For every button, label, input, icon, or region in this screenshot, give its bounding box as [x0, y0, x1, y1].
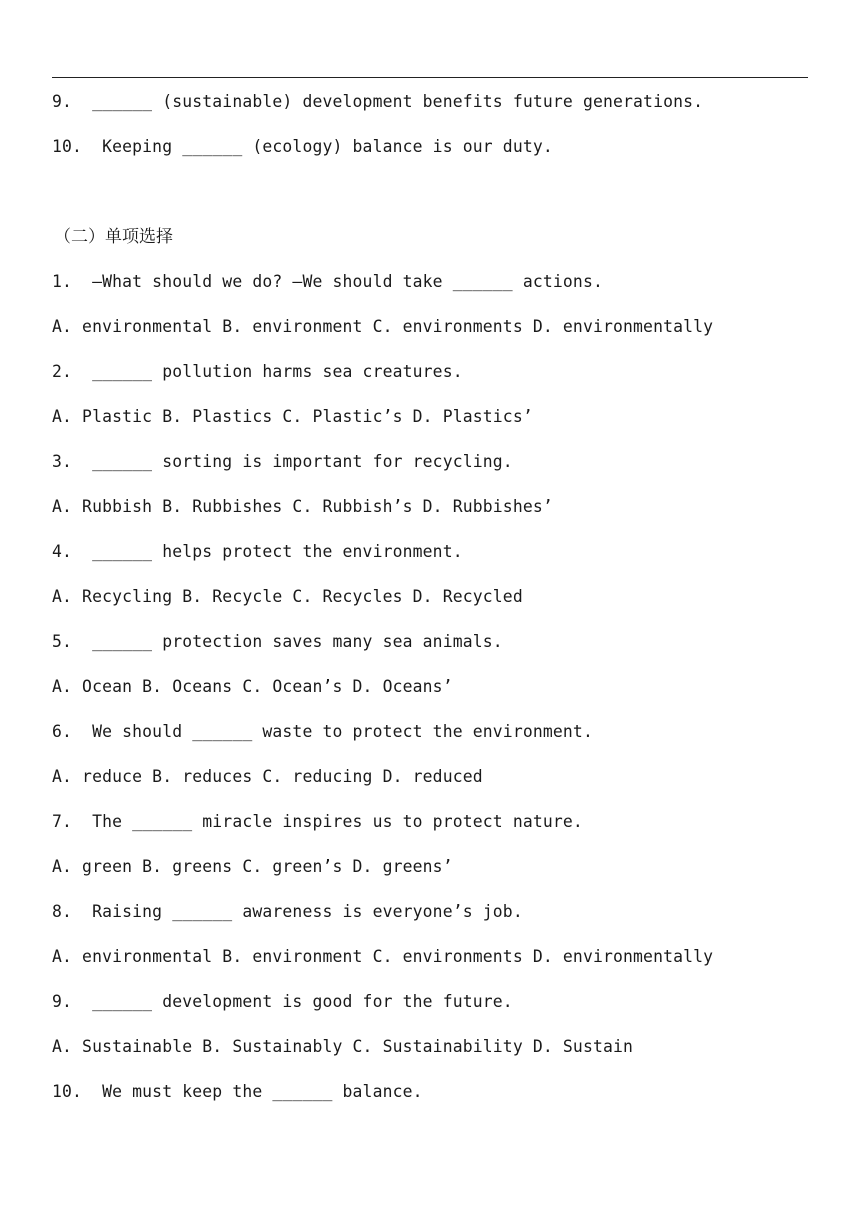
- mc-options-2: A. Plastic B. Plastics C. Plastic’s D. Plastics’: [52, 407, 533, 426]
- mc-question-9: 9. ______ development is good for the future.: [52, 992, 513, 1011]
- fill-blank-item-9: 9. ______ (sustainable) development benefits future generations.: [52, 92, 704, 111]
- mc-question-7: 7. The ______ miracle inspires us to protect nature.: [52, 812, 583, 831]
- mc-options-4: A. Recycling B. Recycle C. Recycles D. Recycled: [52, 587, 523, 606]
- mc-options-9: A. Sustainable B. Sustainably C. Sustainability D. Sustain: [52, 1037, 634, 1056]
- mc-question-5: 5. ______ protection saves many sea animals.: [52, 632, 503, 651]
- mc-question-4: 4. ______ helps protect the environment.: [52, 542, 463, 561]
- mc-options-1: A. environmental B. environment C. environments D. environmentally: [52, 317, 714, 336]
- mc-options-7: A. green B. greens C. green’s D. greens’: [52, 857, 453, 876]
- mc-question-6: 6. We should ______ waste to protect the environment.: [52, 722, 593, 741]
- mc-question-3: 3. ______ sorting is important for recycling.: [52, 452, 513, 471]
- mc-options-6: A. reduce B. reduces C. reducing D. reduced: [52, 767, 483, 786]
- mc-question-8: 8. Raising ______ awareness is everyone’s job.: [52, 902, 523, 921]
- section-title: （二）单项选择: [54, 227, 173, 247]
- mc-options-8: A. environmental B. environment C. environments D. environmentally: [52, 947, 714, 966]
- mc-question-10: 10. We must keep the ______ balance.: [52, 1082, 423, 1101]
- header-rule: [52, 77, 808, 78]
- mc-question-2: 2. ______ pollution harms sea creatures.: [52, 362, 463, 381]
- fill-blank-item-10: 10. Keeping ______ (ecology) balance is our duty.: [52, 137, 553, 156]
- mc-options-3: A. Rubbish B. Rubbishes C. Rubbish’s D. Rubbishes’: [52, 497, 553, 516]
- mc-options-5: A. Ocean B. Oceans C. Ocean’s D. Oceans’: [52, 677, 453, 696]
- mc-question-1: 1. —What should we do? —We should take ______ actions.: [52, 272, 603, 291]
